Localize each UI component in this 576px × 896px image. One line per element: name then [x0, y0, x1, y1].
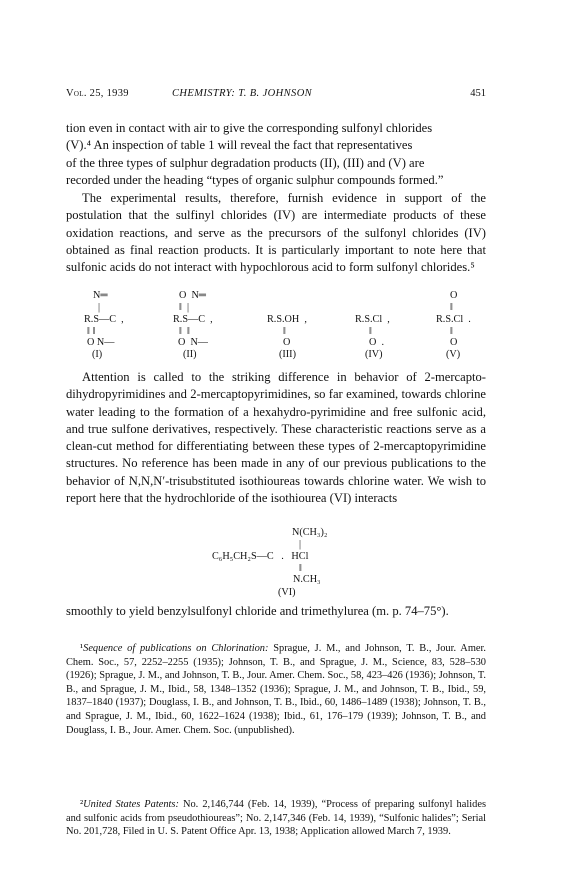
bond-mark: | — [299, 539, 302, 550]
bond-mark: ‖ — [450, 326, 453, 337]
structure-atoms: O N— — [178, 337, 208, 348]
structure-label: (IV) — [365, 349, 383, 360]
structure-atoms: N═ — [93, 290, 108, 301]
structure-VI — [212, 527, 412, 599]
structure-atoms: O N═ — [179, 290, 207, 301]
structure-I — [84, 290, 144, 358]
structure-IV — [355, 290, 415, 358]
bond-mark: ‖ — [450, 302, 453, 313]
structure-III — [267, 290, 337, 358]
bond-mark: | — [98, 302, 101, 313]
structure-atoms: O . — [369, 337, 384, 348]
running-header — [66, 88, 486, 104]
text-line: (V).⁴ An inspection of table 1 will reveal the fact that representatives — [66, 138, 413, 153]
structure-atoms: R.S.Cl , — [355, 314, 390, 325]
text-line: recorded under the heading “types of organic sulphur compounds formed.” — [66, 172, 444, 187]
structure-V — [436, 290, 486, 358]
volume-label: Vol. 25, 1939 — [66, 88, 129, 99]
footnote-1 — [66, 642, 486, 737]
structure-label: (VI) — [278, 587, 296, 598]
structure-label: (III) — [279, 349, 296, 360]
footnote-2 — [66, 798, 486, 839]
text-line: of the three types of sulphur degradation products (II), (III) and (V) are — [66, 155, 425, 170]
structure-atoms: R.S.Cl . — [436, 314, 471, 325]
structure-label: (V) — [446, 349, 461, 360]
structure-label: (II) — [183, 349, 197, 360]
structure-atoms: N.CH₃ — [293, 574, 321, 585]
structure-atoms: C₆H₅CH₂S—C . HCl — [212, 551, 309, 562]
structure-atoms: O N— — [87, 337, 115, 348]
structure-atoms: R.S.OH , — [267, 314, 307, 325]
footnote-text: Sprague, J. M., and Johnson, T. B., Jour. Amer. Chem. Soc., 57, 2252–2255 (1935); Johnson, T. B., and Sprague, J. M., Science, 83, 528–530 (1926); Sprague, J. M., and Johnson, T. B., Jour. Amer. Chem. Soc., 58, 423–426 (1936); Johnson, T. B., and Sprague, J. M., Ibid., 58, 1348–1352 (1936); Sprague, J. M., and Johnson, T. B., Ibid., 59, 1837–1840 (1937); Douglass, I. B., and Johnson, T. B., Ibid., 60, 1486–1489 (1938); Johnson, T. B., and Sprague, J. M., Ibid., 60, 1622–1624 (1938); Ibid., 61, 176–179 (1939); Johnson, T. B., and Douglass, I. B., Jour. Amer. Chem. Soc. (unpublished). — [66, 643, 486, 736]
bond-mark: ‖ ‖ — [87, 326, 96, 337]
paragraph-results: The experimental results, therefore, furnish evidence in support of the postulation that the sulfinyl chlorides (IV) are intermediate products of these oxidation reactions, and serve as the precursors of the sulfonyl chlorides (IV) obtained as final reaction products. It is particularly important to note here that sulfonic acids do not interact with hypochlorous acid to form sulfonyl chlorides.⁵ — [66, 191, 486, 275]
footnote-number: ² — [80, 799, 84, 810]
running-title: CHEMISTRY: T. B. JOHNSON — [172, 88, 313, 99]
structure-atoms: R.S—C , — [173, 314, 213, 325]
structure-atoms: O — [283, 337, 291, 348]
bond-mark: ‖ | — [179, 302, 189, 313]
structure-atoms: N(CH₃)₂ — [292, 527, 328, 538]
bond-mark: ‖ — [369, 326, 372, 337]
paragraph-continued — [66, 120, 486, 189]
paragraph-conclusion: smoothly to yield benzylsulfonyl chloride and trimethylurea (m. p. 74–75°). — [66, 604, 449, 618]
footnote-number: ¹ — [80, 643, 84, 654]
text-line: tion even in contact with air to give the corresponding sulfonyl chlorides — [66, 121, 433, 135]
footnote-text: No. 2,146,744 (Feb. 14, 1939), “Process of preparing sulfonyl halides and sulfonic acids from pseudothioureas”; No. 2,147,346 (Feb. 14, 1939), “Sulfonic halides”; Serial No. 201,728, Filed in U. S. Patent Office Apr. 13, 1938; Application allowed March 7, 1939. — [66, 799, 486, 838]
footnote-title: United States Patents: — [83, 799, 179, 810]
structure-atoms: O — [450, 290, 458, 301]
structure-II — [173, 290, 233, 358]
bond-mark: ‖ — [283, 326, 286, 337]
bond-mark: ‖ — [299, 563, 302, 574]
bond-mark: ‖ ‖ — [179, 326, 190, 337]
footnote-title: Sequence of publications on Chlorination: — [83, 643, 269, 654]
page-number: 451 — [470, 88, 486, 99]
paragraph-attention: Attention is called to the striking difference in behavior of 2-mercapto-dihydropyrimidines and 2-mercaptopyrimidines, so far examined, towards chlorine water leading to the formation of a hexahydro-pyrimidine and free sulfonic acid, and true sulfone derivatives, respectively. These characteristic reactions serve as a clean-cut method for differentiating between these types of 2-mercaptopyrimidine structures. No reference has been made in any of our previous publications to the behavior of N,N,N′-trisubstituted isothioureas towards chlorine water. We wish to report here that the hydrochloride of the isothiourea (VI) interacts — [66, 370, 486, 506]
structure-atoms: O — [450, 337, 458, 348]
structure-atoms: R.S—C , — [84, 314, 124, 325]
structure-label: (I) — [92, 349, 103, 360]
